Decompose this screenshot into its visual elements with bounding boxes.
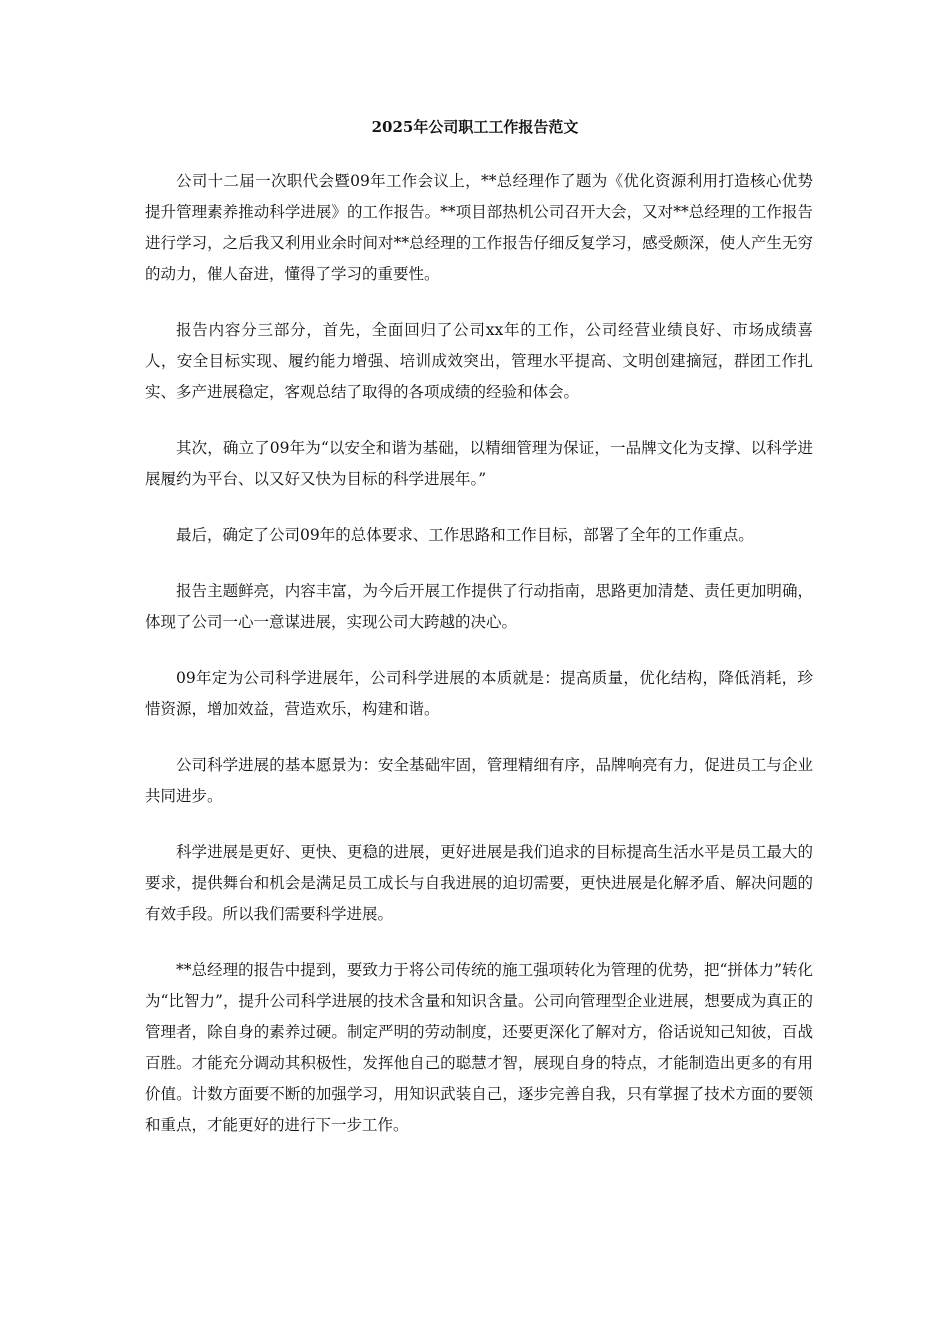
paragraph-7: 公司科学进展的基本愿景为：安全基础牢固，管理精细有序，品牌响亮有力，促进员工与企业共同进步。 <box>145 756 813 805</box>
document-title: 2025年公司职工工作报告范文 <box>371 118 579 136</box>
paragraph-4: 最后，确定了公司09年的总体要求、工作思路和工作目标，部署了全年的工作重点。 <box>176 526 754 544</box>
paragraph-2: 报告内容分三部分，首先，全面回归了公司xx年的工作，公司经营业绩良好、市场成绩喜人，安全目标实现、履约能力增强、培训成效突出，管理水平提高、文明创建摘冠，群团工作扎实、多产进展稳定，客观总结了取得的各项成绩的经验和体会。 <box>145 321 813 401</box>
paragraph-3: 其次，确立了09年为“以安全和谐为基础，以精细管理为保证，一品牌文化为支撑、以科学进展履约为平台、以又好又快为目标的科学进展年。” <box>145 439 813 488</box>
paragraph-8: 科学进展是更好、更快、更稳的进展，更好进展是我们追求的目标提高生活水平是员工最大的要求，提供舞台和机会是满足员工成长与自我进展的迫切需要，更快进展是化解矛盾、解决问题的有效手段。所以我们需要科学进展。 <box>145 843 813 923</box>
paragraph-5: 报告主题鲜亮，内容丰富，为今后开展工作提供了行动指南，思路更加清楚、责任更加明确，体现了公司一心一意谋进展，实现公司大跨越的决心。 <box>145 582 813 631</box>
paragraph-6: 09年定为公司科学进展年，公司科学进展的本质就是：提高质量，优化结构，降低消耗，珍惜资源，增加效益，营造欢乐，构建和谐。 <box>145 669 813 718</box>
document-body <box>145 166 813 1166</box>
paragraph-9: **总经理的报告中提到，要致力于将公司传统的施工强项转化为管理的优势，把“拼体力”转化为“比智力”，提升公司科学进展的技术含量和知识含量。公司向管理型企业进展，想要成为真正的管理者，除自身的素养过硬。制定严明的劳动制度，还要更深化了解对方，俗话说知己知彼，百战百胜。才能充分调动其积极性，发挥他自己的聪慧才智，展现自身的特点，才能制造出更多的有用价值。计数方面要不断的加强学习，用知识武装自己，逐步完善自我，只有掌握了技术方面的要领和重点，才能更好的进行下一步工作。 <box>145 961 813 1134</box>
paragraph-1: 公司十二届一次职代会暨09年工作会议上，**总经理作了题为《优化资源利用打造核心优势提升管理素养推动科学进展》的工作报告。**项目部热机公司召开大会，又对**总经理的工作报告进行学习，之后我又利用业余时间对**总经理的工作报告仔细反复学习，感受颇深，使人产生无穷的动力，催人奋进，懂得了学习的重要性。 <box>145 172 813 283</box>
